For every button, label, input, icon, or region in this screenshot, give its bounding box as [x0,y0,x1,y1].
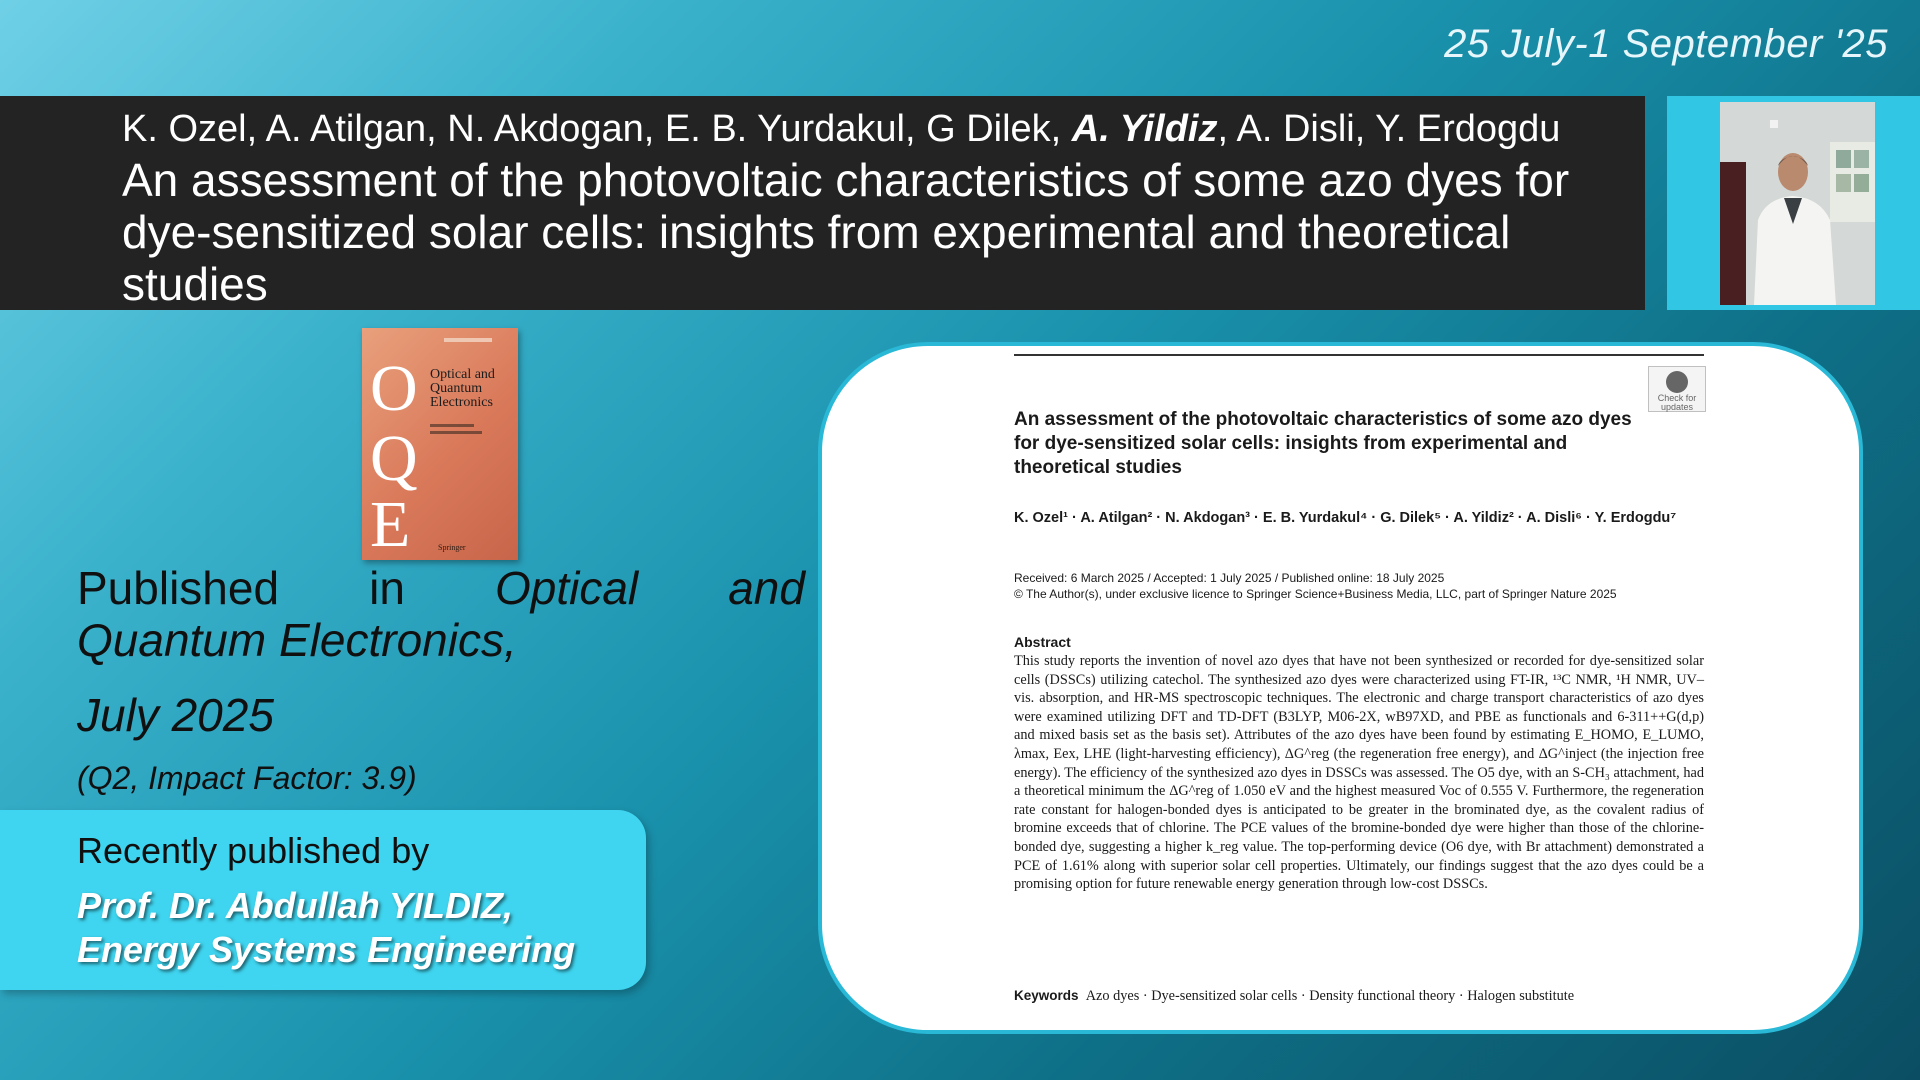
impact-factor: (Q2, Impact Factor: 3.9) [77,760,417,796]
paper-dates [1014,570,1704,602]
check-updates-icon [1666,371,1688,393]
abstract-text: This study reports the invention of novel azo dyes that have not been synthesized or recorded for dye-sensitized solar cells (DSSCs) utilizing catechol. The synthesized azo dyes were characterized using FT-IR, ¹³C NMR, ¹H NMR, UV–vis. absorption, and HR-MS spectroscopic techniques. The electronic and charge transport characteristics of azo dyes were examined utilizing DFT and TD-DFT (B3LYP, M06-2X, wB97XD, and PBE as functionals and 6-311++G(d,p) and mixed basis set as the basis set). Attributes of the azo dyes have been found by estimating E_HOMO, E_LUMO, λmax, Eex, LHE (light-harvesting efficiency), ΔG^reg (the regeneration free energy), and ΔG^inject (the injection free energy). The efficiency of the synthesized azo dyes in DSSCs was assessed. The O5 dye, with an S-CH₃ attachment, had a theoretical minimum the ΔG^reg of 1.050 eV and the highest measured Voc of 0.555 V. Furthermore, the regeneration rate constant for halogen-bonded dyes is anticipated to be greater in the brominated dye, as the covalent radius of bromine exceeds that of chlorine. The PCE values of the bromine-bonded dye were higher than those of the chlorine-bonded dye, suggesting a higher k_reg value. The top-performing device (O6 dye, with Br attachment) demonstrated a PCE of 1.61% along with superior solar cell properties. Ultimately, our findings suggest that the azo dyes could be a promising option for future renewable energy generation through low-cost DSSCs. [1014,653,1704,893]
cover-publisher: Springer [438,543,466,552]
cover-letter-e: E [370,488,411,560]
author-name: Prof. Dr. Abdullah YILDIZ, [77,885,514,926]
journal-name: Quantum Electronics, [77,614,517,666]
cover-name-line2: Quantum [430,381,483,396]
author-affiliation [77,884,575,972]
recently-published-label: Recently published by [77,830,430,871]
pub-word-published: Published [77,562,280,614]
cover-name-line1: Optical and [430,367,495,382]
cover-letter-q: Q [370,422,418,495]
authors-after: , A. Disli, Y. Erdogdu [1217,108,1561,150]
journal-cover [362,328,518,560]
check-for-updates-badge[interactable] [1648,366,1706,412]
received-dates: Received: 6 March 2025 / Accepted: 1 July 2025 / Published online: 18 July 2025 [1014,571,1445,585]
pub-word-optical: Optical [494,562,639,614]
header-rule [1014,354,1704,356]
keywords-list: Azo dyes · Dye-sensitized solar cells · Density functional theory · Halogen substitute [1085,988,1575,1004]
pub-word-in: in [369,562,405,614]
paper-preview-authors: K. Ozel¹ · A. Atilgan² · N. Akdogan³ · E. B. Yurdakul⁴ · G. Dilek⁵ · A. Yildiz² · A. Disli⁶ · Y. Erdogdu⁷ [1014,510,1677,526]
department-name: Energy Systems Engineering [77,929,576,970]
paper-preview-title: An assessment of the photovoltaic characteristics of some azo dyes for dye-sensitized solar cells: insights from experimental and theoretical studies [1014,409,1632,478]
keywords [1014,987,1704,1006]
paper-title: An assessment of the photovoltaic characteristics of some azo dyes for dye-sensitized solar cells: insights from experimental and theoretical studies [122,154,1570,310]
abstract-heading: Abstract [1014,634,1071,650]
highlighted-author: A. Yildiz [1071,108,1218,150]
published-in [77,562,805,666]
publication-date: July 2025 [77,689,274,741]
cover-name-line3: Electronics [430,395,493,410]
date-range: 25 July-1 September '25 [1444,22,1888,66]
author-list [122,108,1560,151]
keywords-label: Keywords [1014,988,1079,1003]
check-label-2: updates [1660,402,1694,412]
copyright-line: © The Author(s), under exclusive licence to Springer Science+Business Media, LLC, part of Springer Nature 2025 [1014,587,1617,601]
check-label-1: Check for [1657,393,1697,403]
cover-letter-o: O [370,352,418,425]
journal-cover-art [362,328,518,560]
pub-word-and: and [728,562,805,614]
authors-before: K. Ozel, A. Atilgan, N. Akdogan, E. B. Yurdakul, G Dilek, [122,108,1072,150]
author-photo [1720,102,1875,305]
